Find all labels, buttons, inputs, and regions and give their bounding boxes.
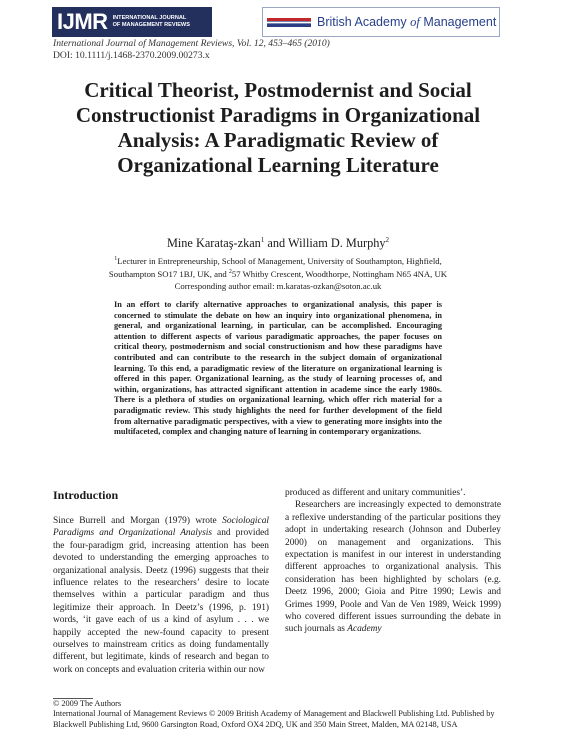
corresponding-email: Corresponding author email: m.karatas-ozkan@soton.ac.uk: [174, 280, 382, 291]
body-column-right: [285, 487, 501, 636]
ijmr-logo-subtitle: INTERNATIONAL JOURNAL OF MANAGEMENT REVIEWS: [112, 15, 190, 28]
bam-logo-text: British Academy of Management: [317, 14, 497, 29]
bam-logo: [262, 7, 500, 37]
intro-paragraph-2: Researchers are increasingly expected to demonstrate a reflexive understanding of the particular positions they adopt in undertaking research (Johnson and Duberley 2000) on management and organizations. This expectation is manifest in our interest in understanding different approaches to organizational analysis. This consideration has been highlighted by scholars (e.g. Deetz 1996, 2000; Gioia and Pitre 1990; Lewis and Grimes 1999, Poole and Van de Ven 1989, Weick 1999) who covered different issues surrounding the debate in such journals as Academy: [285, 500, 501, 635]
intro-paragraph-1: Since Burrell and Morgan (1979) wrote Sociological Paradigms and Organizational Analysis and provided the four-paradigm grid, increasing attention has been devoted to understanding the emerging approaches to organizational analysis. Deetz (1996) suggests that their influence relates to the researchers’ desire to locate themselves within a particular paradigm and thus legitimize their approach. In Deetz’s (1996, p. 191) words, ‘it gave each of us a kind of asylum . . . we happily accepted the new-found capacity to present ourselves to mainstream critics as doing fundamentally different, but legitimate, kinds of research and began to work on concepts and evaluation criteria within our now: [53, 516, 269, 675]
author-1: Mine Karataş-zkan: [166, 236, 261, 251]
ijmr-logo-text: IJMR: [57, 9, 108, 34]
section-heading-introduction: Introduction: [53, 488, 119, 502]
paper-title: Critical Theorist, Postmodernist and Social Constructionist Paradigms in Organizational Analysis: A Paradigmatic Review of Organizational Learning Literature: [75, 78, 481, 177]
author-2: William D. Murphy: [288, 236, 386, 251]
copyright-footer: © 2009 The Authors International Journal of Management Reviews © 2009 British Academy of Management and Blackwell Publishing Ltd. Published by Blackwell Publishing Ltd, 9600 Garsington Road, Oxford OX4 2DQ, UK and 350 Main Street, Malden, MA 02148, USA: [53, 699, 495, 729]
ijmr-logo: [52, 7, 212, 37]
doi-line: DOI: 10.1111/j.1468-2370.2009.00273.x: [53, 50, 210, 61]
affiliations: $^1$Lecturer in Entrepreneurship, School of Management, University of Southampton, Highfield, Southampton SO17 1BJ, UK, and $^2$57 Whitby Crescent, Woodthorpe, Nottingham N65 4NA, UK Corresponding author email: m.karatas-ozkan@soton.ac.uk: [50, 254, 506, 292]
intro-paragraph-1-continued: produced as different and unitary communities’.: [285, 488, 466, 498]
journal-citation: International Journal of Management Reviews, Vol. 12, 453–465 (2010): [53, 38, 330, 49]
bam-flag-icon: [267, 18, 311, 27]
body-column-left: [53, 488, 269, 676]
abstract: In an effort to clarify alternative approaches to organizational analysis, this paper is concerned to stimulate the debate on how an inquiry into organizational phenomena, in general, and organizational learning, in particular, can be accomplished. Encouraging attention to different aspects of various paradigmatic approaches, the paper focuses on critical theory, postmodernism and social constructionism and how these paradigms have contributed and can contribute to the research in the subject domain of organizational learning. To this end, a paradigmatic review of the literature on organizational learning is offered in this paper. Organizational learning, as the study of learning processes of, and within, organizations, has attracted significant attention in academe since the early 1980s. There is a plethora of studies on organizational learning, which offer rich material for a paradigmatic review. This study highlights the need for further development of the field from alternative paradigmatic perspectives, with a view to generating more insights into the multifaceted, complex and changing nature of learning in contemporary organizations.: [114, 300, 442, 437]
author-line: Mine Karataş-zkan$^1$ and William D. Murphy$^2$: [166, 236, 390, 251]
